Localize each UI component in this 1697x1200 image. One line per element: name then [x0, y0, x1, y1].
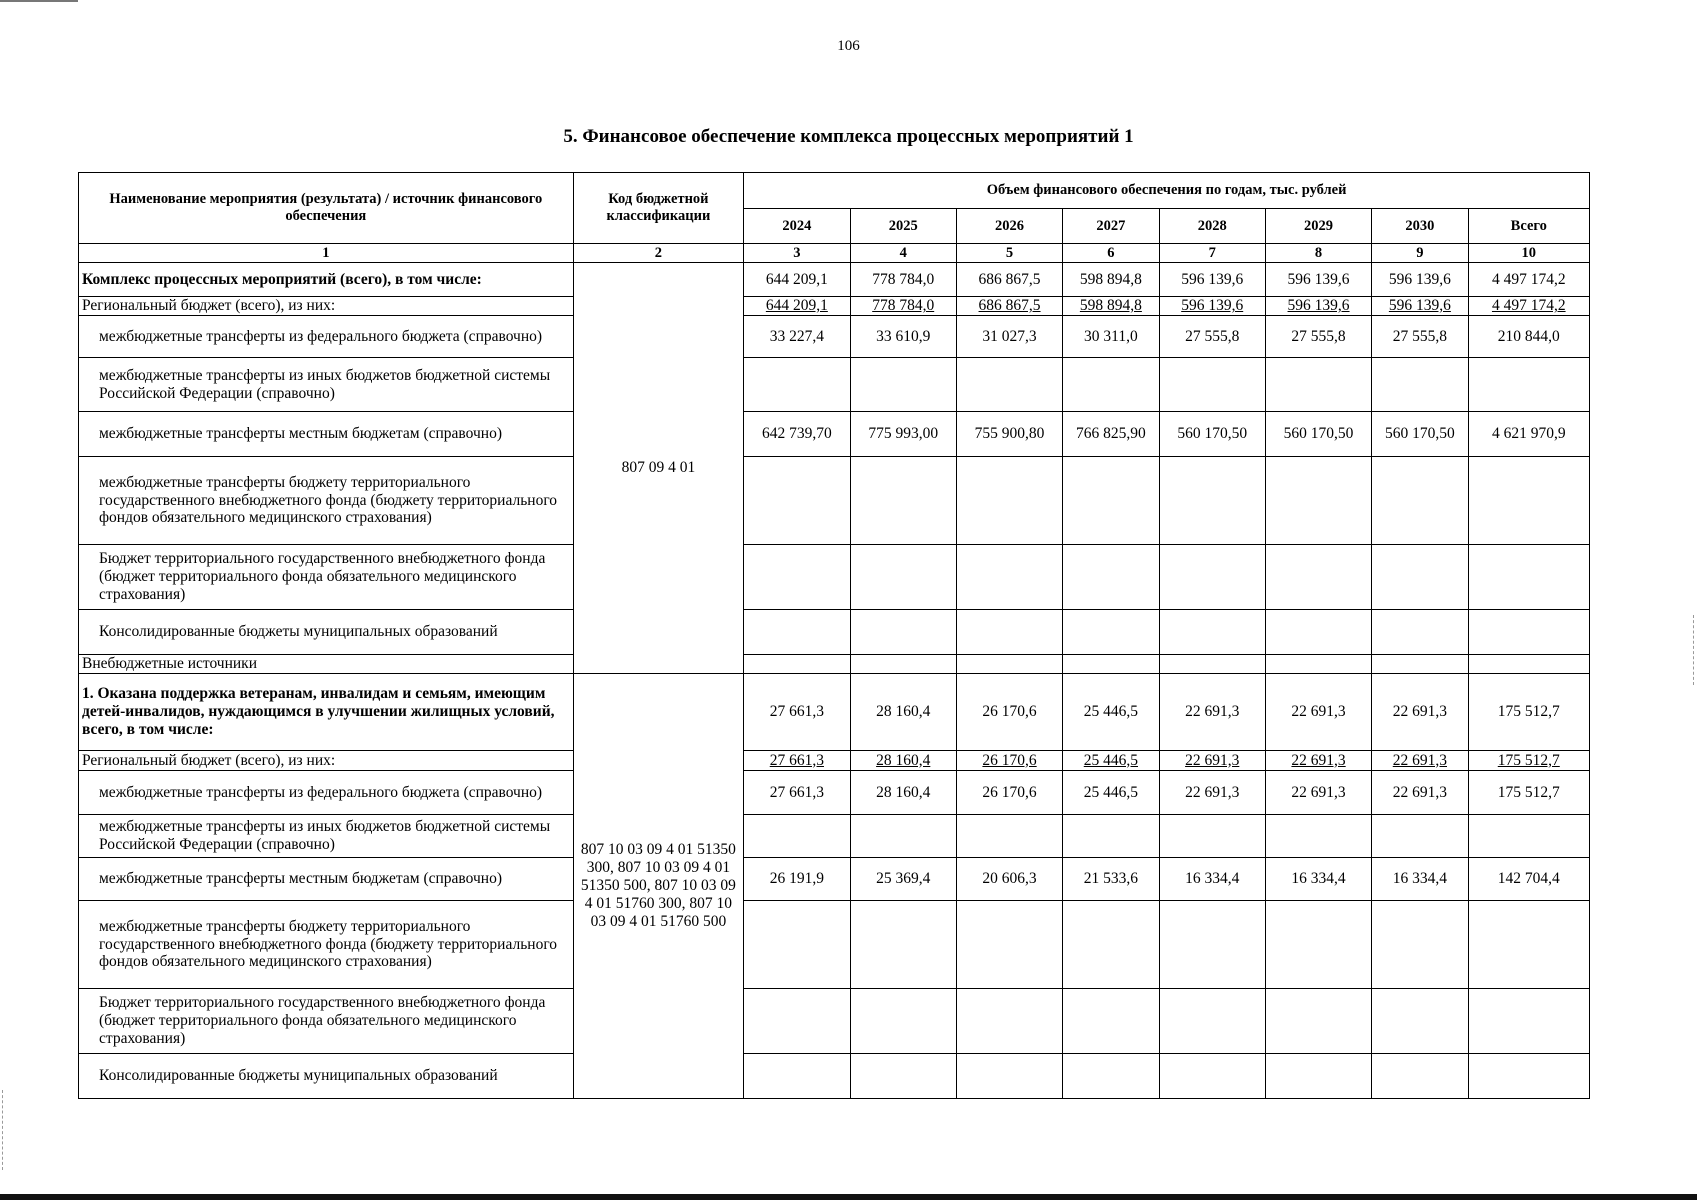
year-value-cell [1265, 815, 1371, 858]
table-row [79, 1054, 1590, 1099]
year-value-cell: 21 533,6 [1063, 858, 1159, 901]
column-number: 9 [1372, 244, 1468, 263]
year-value-cell: 775 993,00 [850, 412, 956, 457]
year-value-cell [1372, 610, 1468, 655]
column-number: 7 [1159, 244, 1265, 263]
year-value-cell [1063, 655, 1159, 674]
scan-artifact-top [0, 0, 78, 2]
total-value-cell [1468, 655, 1589, 674]
year-value-cell: 27 555,8 [1159, 316, 1265, 358]
header-year: 2026 [956, 209, 1062, 244]
table-row [79, 674, 1590, 751]
year-value-cell: 766 825,90 [1063, 412, 1159, 457]
total-value-cell [1468, 989, 1589, 1054]
year-value-cell [956, 989, 1062, 1054]
row-label: Бюджет территориального государственного внебюджетного фонда (бюджет территориального фонда обязательного медицинского страхования) [79, 545, 574, 610]
total-value-cell: 175 512,7 [1468, 771, 1589, 815]
year-value-cell [850, 989, 956, 1054]
row-label: межбюджетные трансферты из федерального бюджета (справочно) [79, 316, 574, 358]
year-value-cell [1159, 457, 1265, 545]
year-value-cell [1265, 655, 1371, 674]
year-value-cell [850, 610, 956, 655]
year-value-cell [1372, 655, 1468, 674]
table-row [79, 771, 1590, 815]
page-number: 106 [837, 38, 860, 54]
total-value-cell: 175 512,7 [1468, 751, 1589, 771]
year-value-cell: 22 691,3 [1159, 771, 1265, 815]
year-value-cell [956, 457, 1062, 545]
total-value-cell [1468, 457, 1589, 545]
year-value-cell [744, 815, 850, 858]
year-value-cell: 22 691,3 [1265, 674, 1371, 751]
year-value-cell [1372, 989, 1468, 1054]
year-value-cell: 560 170,50 [1159, 412, 1265, 457]
year-value-cell: 22 691,3 [1159, 674, 1265, 751]
row-label: межбюджетные трансферты из иных бюджетов бюджетной системы Российской Федерации (справочно) [79, 358, 574, 412]
table-row [79, 412, 1590, 457]
column-number: 6 [1063, 244, 1159, 263]
column-number: 10 [1468, 244, 1589, 263]
row-label: Внебюджетные источники [79, 655, 574, 674]
year-value-cell: 33 227,4 [744, 316, 850, 358]
year-value-cell [850, 901, 956, 989]
year-value-cell: 30 311,0 [1063, 316, 1159, 358]
year-value-cell [1159, 655, 1265, 674]
year-value-cell: 28 160,4 [850, 674, 956, 751]
year-value-cell: 596 139,6 [1372, 297, 1468, 316]
scan-artifact-bottom [0, 1194, 1697, 1200]
year-value-cell [1265, 1054, 1371, 1099]
year-value-cell [744, 989, 850, 1054]
budget-code: 807 09 4 01 [573, 263, 744, 674]
year-value-cell: 596 139,6 [1265, 297, 1371, 316]
year-value-cell [850, 1054, 956, 1099]
header-year: 2025 [850, 209, 956, 244]
year-value-cell [1063, 457, 1159, 545]
year-value-cell [956, 655, 1062, 674]
year-value-cell [1063, 901, 1159, 989]
year-value-cell: 26 170,6 [956, 674, 1062, 751]
year-value-cell [1372, 901, 1468, 989]
year-value-cell: 596 139,6 [1265, 263, 1371, 297]
year-value-cell [850, 457, 956, 545]
year-value-cell [1372, 1054, 1468, 1099]
year-value-cell [956, 545, 1062, 610]
year-value-cell: 20 606,3 [956, 858, 1062, 901]
year-value-cell [744, 358, 850, 412]
year-value-cell [744, 610, 850, 655]
year-value-cell [1265, 610, 1371, 655]
year-value-cell: 26 191,9 [744, 858, 850, 901]
year-value-cell [1159, 610, 1265, 655]
year-value-cell: 596 139,6 [1159, 297, 1265, 316]
year-value-cell: 596 139,6 [1372, 263, 1468, 297]
year-value-cell: 22 691,3 [1372, 771, 1468, 815]
header-year: 2027 [1063, 209, 1159, 244]
column-number: 2 [573, 244, 744, 263]
header-code-column: Код бюджетной классификации [573, 173, 744, 244]
year-value-cell [956, 815, 1062, 858]
row-label: Региональный бюджет (всего), из них: [79, 751, 574, 771]
row-label: Комплекс процессных мероприятий (всего), в том числе: [79, 263, 574, 297]
row-label: межбюджетные трансферты местным бюджетам (справочно) [79, 412, 574, 457]
table-body [79, 263, 1590, 1099]
year-value-cell: 22 691,3 [1372, 751, 1468, 771]
year-value-cell: 644 209,1 [744, 263, 850, 297]
table-row [79, 655, 1590, 674]
header-volume-column: Объем финансового обеспечения по годам, тыс. рублей [744, 173, 1590, 209]
year-value-cell [1372, 358, 1468, 412]
year-value-cell: 25 369,4 [850, 858, 956, 901]
total-value-cell [1468, 610, 1589, 655]
year-value-cell: 686 867,5 [956, 297, 1062, 316]
scan-artifact-left [2, 1090, 4, 1170]
row-label: межбюджетные трансферты из федерального бюджета (справочно) [79, 771, 574, 815]
scan-artifact-right [1693, 615, 1695, 685]
total-value-cell: 142 704,4 [1468, 858, 1589, 901]
column-number: 3 [744, 244, 850, 263]
header-year: 2024 [744, 209, 850, 244]
total-value-cell: 4 621 970,9 [1468, 412, 1589, 457]
table-row [79, 457, 1590, 545]
year-value-cell: 22 691,3 [1265, 751, 1371, 771]
table-row [79, 989, 1590, 1054]
table-row [79, 815, 1590, 858]
total-value-cell: 4 497 174,2 [1468, 297, 1589, 316]
column-number: 1 [79, 244, 574, 263]
total-value-cell: 4 497 174,2 [1468, 263, 1589, 297]
year-value-cell [1265, 358, 1371, 412]
total-value-cell: 210 844,0 [1468, 316, 1589, 358]
year-value-cell [956, 358, 1062, 412]
year-value-cell [1265, 989, 1371, 1054]
year-value-cell [1372, 815, 1468, 858]
year-value-cell [744, 457, 850, 545]
column-number: 5 [956, 244, 1062, 263]
year-value-cell: 16 334,4 [1372, 858, 1468, 901]
table-row [79, 545, 1590, 610]
year-value-cell [956, 901, 1062, 989]
total-value-cell [1468, 545, 1589, 610]
column-number: 4 [850, 244, 956, 263]
table-row [79, 610, 1590, 655]
header-name-column: Наименование мероприятия (результата) / источник финансового обеспечения [79, 173, 574, 244]
year-value-cell: 778 784,0 [850, 297, 956, 316]
year-value-cell: 27 555,8 [1372, 316, 1468, 358]
year-value-cell [744, 1054, 850, 1099]
year-value-cell: 22 691,3 [1372, 674, 1468, 751]
row-label: межбюджетные трансферты местным бюджетам (справочно) [79, 858, 574, 901]
year-value-cell [1159, 1054, 1265, 1099]
year-value-cell [1159, 989, 1265, 1054]
year-value-cell [1265, 901, 1371, 989]
financing-table [78, 172, 1590, 1099]
year-value-cell: 33 610,9 [850, 316, 956, 358]
row-label: межбюджетные трансферты бюджету территориального государственного внебюджетного фонда (бюджету территориального фондов обязательного медицинского страхования) [79, 457, 574, 545]
year-value-cell [1063, 358, 1159, 412]
year-value-cell: 22 691,3 [1265, 771, 1371, 815]
year-value-cell: 644 209,1 [744, 297, 850, 316]
year-value-cell [744, 545, 850, 610]
page-title: 5. Финансовое обеспечение комплекса процессных мероприятий 1 [563, 126, 1134, 147]
year-value-cell [1265, 457, 1371, 545]
row-label: межбюджетные трансферты из иных бюджетов бюджетной системы Российской Федерации (справочно) [79, 815, 574, 858]
year-value-cell [1372, 545, 1468, 610]
year-value-cell: 16 334,4 [1159, 858, 1265, 901]
year-value-cell [1265, 545, 1371, 610]
table-row [79, 263, 1590, 297]
year-value-cell [956, 1054, 1062, 1099]
year-value-cell: 596 139,6 [1159, 263, 1265, 297]
table-row [79, 901, 1590, 989]
header-year: 2030 [1372, 209, 1468, 244]
table-row [79, 858, 1590, 901]
total-value-cell [1468, 815, 1589, 858]
year-value-cell [1159, 358, 1265, 412]
year-value-cell: 27 661,3 [744, 674, 850, 751]
header-year: 2029 [1265, 209, 1371, 244]
year-value-cell [1159, 545, 1265, 610]
table-row [79, 297, 1590, 316]
year-value-cell: 31 027,3 [956, 316, 1062, 358]
year-value-cell: 560 170,50 [1265, 412, 1371, 457]
year-value-cell: 28 160,4 [850, 771, 956, 815]
total-value-cell [1468, 358, 1589, 412]
year-value-cell [1159, 815, 1265, 858]
header-total: Всего [1468, 209, 1589, 244]
year-value-cell: 26 170,6 [956, 751, 1062, 771]
year-value-cell: 27 555,8 [1265, 316, 1371, 358]
table-row [79, 751, 1590, 771]
budget-code: 807 10 03 09 4 01 51350 300, 807 10 03 09 4 01 51350 500, 807 10 03 09 4 01 51760 300, 807 10 03 09 4 01 51760 500 [573, 674, 744, 1099]
year-value-cell [850, 358, 956, 412]
year-value-cell [1063, 545, 1159, 610]
year-value-cell [1063, 989, 1159, 1054]
year-value-cell: 28 160,4 [850, 751, 956, 771]
year-value-cell: 686 867,5 [956, 263, 1062, 297]
table-row [79, 316, 1590, 358]
year-value-cell: 778 784,0 [850, 263, 956, 297]
row-label: Консолидированные бюджеты муниципальных образований [79, 610, 574, 655]
year-value-cell: 16 334,4 [1265, 858, 1371, 901]
header-year: 2028 [1159, 209, 1265, 244]
year-value-cell: 27 661,3 [744, 751, 850, 771]
year-value-cell: 25 446,5 [1063, 771, 1159, 815]
row-label: Региональный бюджет (всего), из них: [79, 297, 574, 316]
total-value-cell [1468, 901, 1589, 989]
row-label: межбюджетные трансферты бюджету территориального государственного внебюджетного фонда (бюджету территориального фондов обязательного медицинского страхования) [79, 901, 574, 989]
year-value-cell [744, 655, 850, 674]
year-value-cell [1063, 815, 1159, 858]
table-row [79, 358, 1590, 412]
year-value-cell [1063, 1054, 1159, 1099]
year-value-cell [850, 815, 956, 858]
year-value-cell: 26 170,6 [956, 771, 1062, 815]
year-value-cell [1159, 901, 1265, 989]
year-value-cell: 642 739,70 [744, 412, 850, 457]
year-value-cell: 25 446,5 [1063, 751, 1159, 771]
total-value-cell [1468, 1054, 1589, 1099]
year-value-cell [1063, 610, 1159, 655]
year-value-cell: 560 170,50 [1372, 412, 1468, 457]
total-value-cell: 175 512,7 [1468, 674, 1589, 751]
year-value-cell [850, 655, 956, 674]
year-value-cell [744, 901, 850, 989]
year-value-cell: 598 894,8 [1063, 263, 1159, 297]
column-number: 8 [1265, 244, 1371, 263]
year-value-cell [850, 545, 956, 610]
year-value-cell: 598 894,8 [1063, 297, 1159, 316]
year-value-cell: 22 691,3 [1159, 751, 1265, 771]
year-value-cell: 755 900,80 [956, 412, 1062, 457]
year-value-cell: 25 446,5 [1063, 674, 1159, 751]
row-label: 1. Оказана поддержка ветеранам, инвалидам и семьям, имеющим детей-инвалидов, нуждающимся в улучшении жилищных условий, всего, в том числе: [79, 674, 574, 751]
row-label: Бюджет территориального государственного внебюджетного фонда (бюджет территориального фонда обязательного медицинского страхования) [79, 989, 574, 1054]
year-value-cell [1372, 457, 1468, 545]
year-value-cell: 27 661,3 [744, 771, 850, 815]
row-label: Консолидированные бюджеты муниципальных образований [79, 1054, 574, 1099]
year-value-cell [956, 610, 1062, 655]
